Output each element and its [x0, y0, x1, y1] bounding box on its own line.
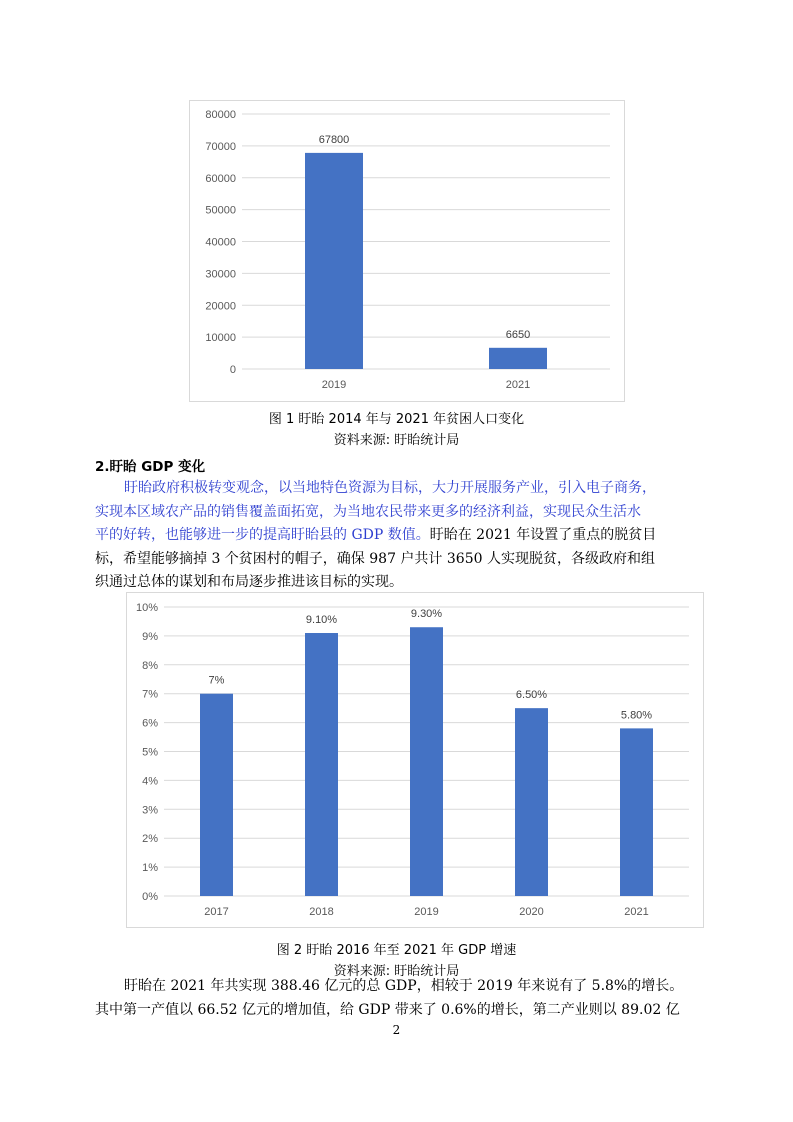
chart1-ytick: 10000 — [205, 332, 236, 345]
chart1-ytick: 80000 — [205, 109, 236, 121]
para1-line5: 织通过总体的谋划和布局逐步推进该目标的实现。 — [95, 574, 403, 590]
chart1-data-label-2019: 67800 — [318, 133, 350, 146]
para2-line1: 盱眙在 2021 年共实现 388.46 亿元的总 GDP，相较于 2019 年来说有了 5.8%的增长。 — [124, 978, 684, 994]
chart2-ytick: 5% — [142, 746, 158, 759]
chart2-bar-2020 — [515, 708, 548, 896]
chart2-xtick-2020: 2020 — [519, 906, 544, 918]
chart2-bar-2019 — [410, 627, 443, 896]
para1-line2: 实现本区域农产品的销售覆盖面拓宽，为当地农民带来更多的经济利益，实现民众生活水 — [95, 503, 641, 520]
chart-gdp-growth — [126, 592, 704, 928]
chart1-ytick: 40000 — [205, 236, 236, 249]
chart1-ytick: 30000 — [205, 268, 236, 281]
chart2-bar-2021 — [620, 728, 653, 896]
chart1-xtick-2019: 2019 — [321, 379, 347, 391]
para2-line2: 其中第一产值以 66.52 亿元的增加值，给 GDP 带来了 0.6%的增长，第二产业则以 89.02 亿 — [95, 1001, 680, 1018]
chart2-ytick: 9% — [142, 630, 158, 643]
section-heading: 2.盱眙 GDP 变化 — [95, 459, 206, 475]
para1-line4: 标，希望能够摘掉 3 个贫困村的帽子，确保 987 户共计 3650 人实现脱贫，各级政府和组 — [95, 550, 655, 567]
chart2-xtick-2018: 2018 — [309, 906, 334, 918]
chart2-xtick-2021: 2021 — [624, 906, 649, 918]
chart2-data-label-2020: 6.50% — [515, 689, 548, 702]
chart1-data-label-2021: 6650 — [505, 328, 531, 341]
chart2-xtick-2017: 2017 — [204, 906, 229, 918]
page-number: 2 — [392, 1023, 401, 1037]
chart1-svg — [190, 101, 624, 401]
paragraph-2 — [95, 975, 719, 1022]
chart2-bar-2018 — [305, 633, 338, 896]
chart2-xtick-2019: 2019 — [414, 906, 439, 918]
chart2-ytick: 8% — [142, 659, 158, 672]
chart2-data-label-2017: 7% — [208, 674, 225, 687]
chart2-data-label-2019: 9.30% — [410, 608, 443, 621]
chart2-svg — [127, 593, 703, 927]
chart2-ytick: 2% — [142, 833, 158, 846]
chart2-ytick: 1% — [142, 862, 158, 875]
chart2-data-label-2021: 5.80% — [620, 709, 653, 722]
para1-line3-rest: 盱眙在 2021 年设置了重点的脱贫目 — [429, 527, 657, 543]
para1-line3-blue: 平的好转，也能够进一步的提高盱眙县的 GDP 数值。 — [95, 527, 430, 543]
chart1-ytick: 50000 — [205, 204, 236, 217]
figure1-source: 资料来源: 盱眙统计局 — [333, 433, 460, 448]
chart1-ytick: 60000 — [205, 172, 236, 185]
chart2-ytick: 4% — [142, 775, 158, 788]
paragraph-1 — [95, 477, 719, 595]
chart1-bar-2021 — [489, 348, 547, 369]
chart2-ytick: 7% — [142, 688, 158, 701]
figure2-caption: 图 2 盱眙 2016 年至 2021 年 GDP 增速 — [276, 943, 517, 958]
figure1-caption: 图 1 盱眙 2014 年与 2021 年贫困人口变化 — [268, 412, 525, 427]
chart2-ytick: 10% — [135, 602, 158, 614]
chart2-ytick: 3% — [142, 804, 158, 817]
chart-poverty-population — [189, 100, 625, 402]
chart1-ytick: 70000 — [205, 140, 236, 153]
chart1-bar-2019 — [305, 153, 363, 369]
chart1-xtick-2021: 2021 — [505, 379, 531, 391]
chart1-ytick: 0 — [229, 364, 236, 376]
chart2-ytick: 6% — [142, 717, 158, 730]
chart2-data-label-2018: 9.10% — [305, 614, 338, 627]
figure2-source: 资料来源: 盱眙统计局 — [333, 964, 460, 979]
para1-line1: 盱眙政府积极转变观念，以当地特色资源为目标，大力开展服务产业，引入电子商务， — [124, 480, 656, 496]
chart2-bar-2017 — [200, 694, 233, 896]
chart1-ytick: 20000 — [205, 300, 236, 313]
chart2-ytick: 0% — [142, 891, 158, 903]
